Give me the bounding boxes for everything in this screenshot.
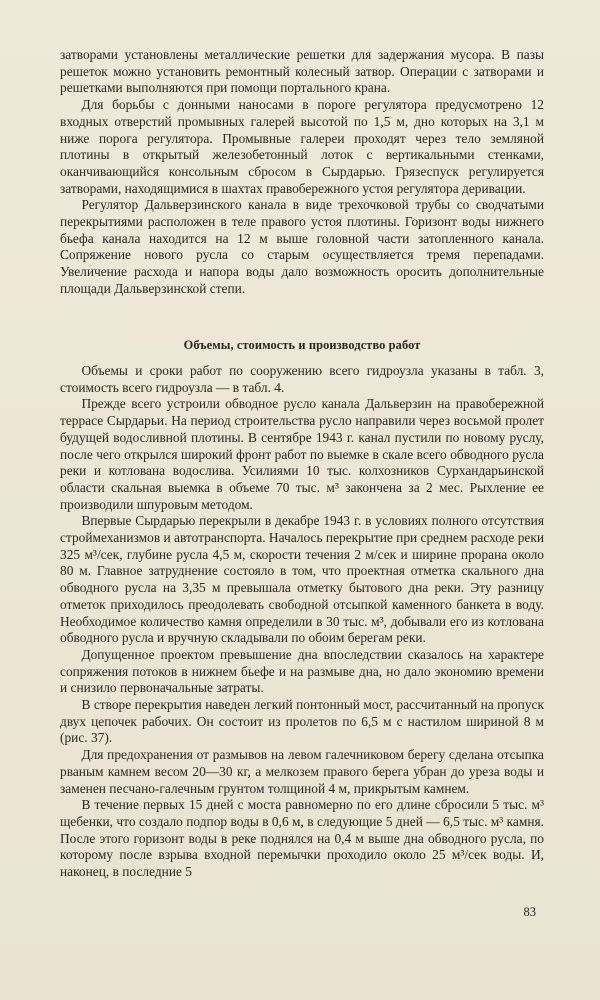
paragraph-first-days: В течение первых 15 дней с моста равномерно по его длине сбросили 5 тыс. м³ щебенки, что создало подпор воды в 0,6 м, в следующие 5 дней — 6,5 тыс. м³ камня. После этого горизонт воды в реке поднялся на 0,4 м выше дна обводного русла, по которому после взрыва входной перемычки проходило около 25 м³/сек воды. И, наконец, в последние 5	[60, 797, 544, 880]
paragraph-bank-protection: Для предохранения от размывов на левом галечниковом берегу сделана отсыпка рваным камнем весом 20—30 кг, а мелкозем правого берега убран до уреза воды и заменен песчано-галечным грунтом толщиной 4 м, прикрытым камнем.	[60, 747, 544, 796]
paragraph-volumes: Объемы и сроки работ по сооружению всего гидроузла указаны в табл. 3, стоимость всего гидроузла — в табл. 4.	[60, 363, 544, 395]
bottom-text-block	[60, 363, 544, 881]
paragraph-sediment-flushing: Для борьбы с донными наносами в пороге регулятора предусмотрено 12 входных отверстий промывных галерей высотой по 1,5 м, дно которых на 3,1 м ниже порога регулятора. Промывные галереи проходят через тело земляной плотины в открытый железобетонный лоток с вертикальными стенками, оканчивающийся консольным сбросом в Сырдарью. Грязеспуск регулируется затворами, находящимися в шахтах правобережного устоя регулятора деривации.	[60, 97, 544, 196]
top-text-block	[60, 47, 544, 298]
paragraph-bypass-channel: Прежде всего устроили обводное русло канала Дальверзин на правобережной террасе Сырдарьи. На период строительства русло направили через восьмой пролет будущей водосливной плотины. В сентябре 1943 г. канал пустили по новому руслу, после чего открылся широкий фронт работ по выемке в скале всего обводного русла реки и котлована водослива. Усилиями 10 тыс. колхозников Сурхандарьинской области скальная выемка в объеме 70 тыс. м³ закончена за 2 мес. Рыхление ее производили шпуровым методом.	[60, 396, 544, 512]
paragraph-river-closure: Впервые Сырдарью перекрыли в декабре 1943 г. в условиях полного отсутствия строймеханизмов и автотранспорта. Началось перекрытие при среднем расходе реки 325 м³/сек, глубине русла 4,5 м, скорости течения 2 м/сек и ширине прорана около 80 м. Главное затруднение состояло в том, что проектная отметка скального дна обводного русла на 3,35 м превышала отметку бытового дна реки. Эту разницу отметок приходилось преодолевать свободной отсыпкой каменного банкета в воду. Необходимое количество камня определили в 30 тыс. м³, добывали его из котлована обводного русла и вручную складывали по обоим берегам реки.	[60, 513, 545, 646]
paragraph-pontoon-bridge: В створе перекрытия наведен легкий понтонный мост, рассчитанный на пропуск двух цепочек рабочих. Он состоит из пролетов по 6,5 м с настилом шириной 8 м (рис. 37).	[60, 697, 544, 746]
section-heading: Объемы, стоимость и производство работ	[183, 338, 421, 352]
paragraph-dalverzin-regulator: Регулятор Дальверзинского канала в виде трехочковой трубы со сводчатыми перекрытиями расположен в теле правого устоя плотины. Горизонт воды нижнего бьефа канала находится на 12 м выше головной части затопленного канала. Сопряжение нового русла со старым осуществляется тремя перепадами. Увеличение расхода и напора воды дало возможность оросить дополнительные площади Дальверзинской степи.	[60, 197, 544, 296]
paragraph-continuation: затворами установлены металлические решетки для задержания мусора. В пазы решеток можно установить ремонтный колесный затвор. Операции с затворами и решетками выполняются при помощи портального крана.	[60, 47, 544, 96]
paragraph-bottom-excess: Допущенное проектом превышение дна впоследствии сказалось на характере сопряжения потоков в нижнем бьефе и на размыве дна, но дало экономию времени и снизило первоначальные затраты.	[60, 646, 544, 696]
page-number: 83	[523, 905, 536, 919]
